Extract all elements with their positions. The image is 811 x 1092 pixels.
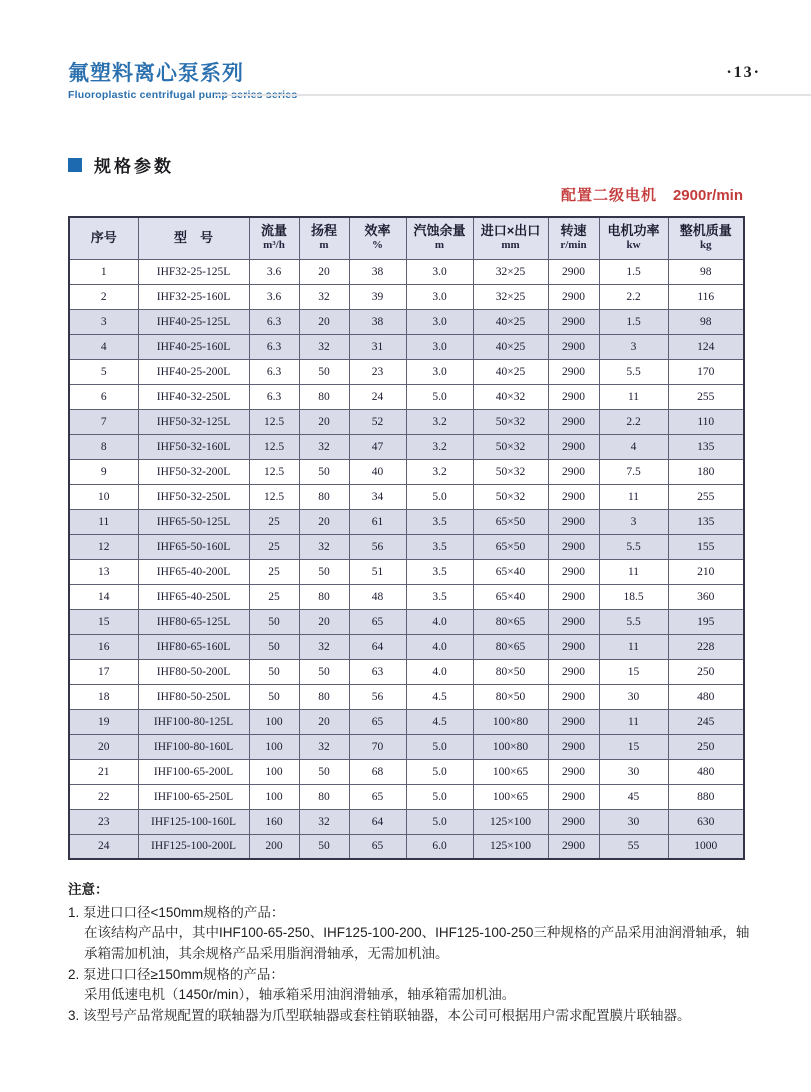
table-cell: 61 — [349, 509, 406, 534]
table-cell: IHF65-50-125L — [138, 509, 249, 534]
table-row — [69, 584, 744, 609]
table-cell: 65×50 — [473, 509, 548, 534]
table-cell: 2900 — [548, 559, 599, 584]
table-cell: 65 — [349, 834, 406, 859]
table-row — [69, 334, 744, 359]
table-cell: 5.0 — [406, 759, 473, 784]
table-cell: 68 — [349, 759, 406, 784]
table-cell: 1.5 — [599, 309, 668, 334]
table-cell: 18 — [69, 684, 138, 709]
table-cell: 3.5 — [406, 559, 473, 584]
section-title: 规格参数 — [94, 157, 174, 176]
table-cell: 480 — [668, 759, 744, 784]
table-cell: 2900 — [548, 834, 599, 859]
table-cell: 25 — [249, 584, 299, 609]
table-cell: IHF125-100-200L — [138, 834, 249, 859]
table-cell: 100 — [249, 759, 299, 784]
table-cell: 32 — [299, 284, 349, 309]
table-cell: 13 — [69, 559, 138, 584]
column-header: 电机功率 kw — [599, 217, 668, 259]
column-header: 型 号 — [138, 217, 249, 259]
table-cell: 11 — [599, 634, 668, 659]
notes-section — [68, 878, 758, 1027]
table-cell: 15 — [69, 609, 138, 634]
table-cell: 80×65 — [473, 634, 548, 659]
table-cell: 11 — [599, 709, 668, 734]
table-cell: 2900 — [548, 759, 599, 784]
table-cell: 2900 — [548, 484, 599, 509]
table-cell: 48 — [349, 584, 406, 609]
table-cell: 30 — [599, 759, 668, 784]
table-cell: 14 — [69, 584, 138, 609]
table-cell: 630 — [668, 809, 744, 834]
table-cell: 5.5 — [599, 359, 668, 384]
table-cell: 6.0 — [406, 834, 473, 859]
table-cell: 32 — [299, 534, 349, 559]
table-cell: 2900 — [548, 634, 599, 659]
table-cell: 32 — [299, 434, 349, 459]
table-cell: 20 — [299, 409, 349, 434]
table-cell: 55 — [599, 834, 668, 859]
table-cell: 11 — [599, 484, 668, 509]
table-cell: 5.5 — [599, 534, 668, 559]
table-cell: 50×32 — [473, 484, 548, 509]
table-cell: 24 — [69, 834, 138, 859]
table-cell: 11 — [599, 384, 668, 409]
table-cell: 2900 — [548, 509, 599, 534]
table-cell: 1.5 — [599, 259, 668, 284]
table-cell: 7 — [69, 409, 138, 434]
table-cell: 4 — [599, 434, 668, 459]
table-cell: 80 — [299, 384, 349, 409]
table-cell: 3.0 — [406, 284, 473, 309]
table-cell: 2.2 — [599, 284, 668, 309]
page-title: 氟塑料离心泵系列 — [68, 62, 244, 85]
table-row — [69, 309, 744, 334]
motor-config-note — [68, 184, 743, 205]
table-cell: 20 — [299, 609, 349, 634]
table-cell: 3.0 — [406, 309, 473, 334]
table-cell: 20 — [299, 309, 349, 334]
table-row — [69, 684, 744, 709]
table-cell: 125×100 — [473, 809, 548, 834]
table-row — [69, 534, 744, 559]
table-cell: 4.0 — [406, 609, 473, 634]
table-cell: 100×80 — [473, 734, 548, 759]
table-cell: 16 — [69, 634, 138, 659]
table-cell: 2900 — [548, 284, 599, 309]
table-cell: 5.0 — [406, 484, 473, 509]
table-cell: 20 — [299, 259, 349, 284]
table-cell: 6.3 — [249, 309, 299, 334]
table-cell: 65×50 — [473, 534, 548, 559]
table-cell: 47 — [349, 434, 406, 459]
note-item — [68, 903, 758, 964]
table-cell: 25 — [249, 534, 299, 559]
table-row — [69, 809, 744, 834]
table-cell: 31 — [349, 334, 406, 359]
table-cell: 65 — [349, 609, 406, 634]
table-cell: 5.0 — [406, 809, 473, 834]
table-cell: 80×50 — [473, 659, 548, 684]
table-cell: 40×25 — [473, 334, 548, 359]
table-cell: 2900 — [548, 784, 599, 809]
table-cell: 32 — [299, 734, 349, 759]
table-cell: 100×65 — [473, 759, 548, 784]
table-cell: 50 — [249, 684, 299, 709]
table-cell: 4.0 — [406, 634, 473, 659]
table-cell: 160 — [249, 809, 299, 834]
table-cell: 50 — [299, 659, 349, 684]
table-row — [69, 434, 744, 459]
table-row — [69, 259, 744, 284]
table-cell: 50×32 — [473, 409, 548, 434]
table-cell: 2900 — [548, 809, 599, 834]
table-cell: 2900 — [548, 684, 599, 709]
table-cell: 50×32 — [473, 434, 548, 459]
table-cell: 2 — [69, 284, 138, 309]
table-row — [69, 409, 744, 434]
table-cell: 2900 — [548, 309, 599, 334]
table-cell: 12.5 — [249, 409, 299, 434]
page-number: ·13· — [726, 64, 761, 81]
column-header: 整机质量 kg — [668, 217, 744, 259]
table-cell: IHF100-65-200L — [138, 759, 249, 784]
table-cell: 9 — [69, 459, 138, 484]
column-header: 效率 % — [349, 217, 406, 259]
notes-label: 注意： — [68, 882, 109, 897]
table-cell: 70 — [349, 734, 406, 759]
table-cell: 116 — [668, 284, 744, 309]
table-row — [69, 509, 744, 534]
table-cell: 1000 — [668, 834, 744, 859]
table-cell: 21 — [69, 759, 138, 784]
table-cell: 3 — [599, 334, 668, 359]
table-cell: IHF40-25-200L — [138, 359, 249, 384]
table-cell: 17 — [69, 659, 138, 684]
doc-header — [68, 62, 761, 114]
motor-speed-value: 2900r/min — [672, 187, 743, 204]
table-cell: 50 — [299, 359, 349, 384]
table-row — [69, 784, 744, 809]
table-cell: 65 — [349, 709, 406, 734]
table-cell: 1 — [69, 259, 138, 284]
motor-config-label: 配置二级电机 — [560, 187, 657, 204]
table-cell: 2900 — [548, 584, 599, 609]
table-cell: 100 — [249, 784, 299, 809]
table-cell: 245 — [668, 709, 744, 734]
table-cell: 2900 — [548, 334, 599, 359]
table-cell: IHF40-25-125L — [138, 309, 249, 334]
table-cell: 23 — [69, 809, 138, 834]
table-cell: 50 — [249, 634, 299, 659]
table-cell: 2900 — [548, 609, 599, 634]
table-cell: IHF100-80-125L — [138, 709, 249, 734]
table-cell: 39 — [349, 284, 406, 309]
table-cell: 180 — [668, 459, 744, 484]
table-cell: 2900 — [548, 734, 599, 759]
table-cell: 40×32 — [473, 384, 548, 409]
table-cell: IHF32-25-125L — [138, 259, 249, 284]
header-rule — [216, 94, 811, 96]
table-cell: 25 — [249, 509, 299, 534]
column-header: 扬程 m — [299, 217, 349, 259]
note-body: 采用低速电机（1450r/min），轴承箱采用油润滑轴承，轴承箱需加机油。 — [84, 987, 516, 1002]
table-cell: 2900 — [548, 534, 599, 559]
table-cell: 32×25 — [473, 259, 548, 284]
table-cell: 63 — [349, 659, 406, 684]
table-row — [69, 559, 744, 584]
table-cell: 3.5 — [406, 509, 473, 534]
table-cell: 6 — [69, 384, 138, 409]
table-row — [69, 609, 744, 634]
table-cell: 51 — [349, 559, 406, 584]
table-cell: 100 — [249, 709, 299, 734]
table-cell: IHF40-32-250L — [138, 384, 249, 409]
section-heading — [68, 152, 743, 177]
table-cell: 2.2 — [599, 409, 668, 434]
table-row — [69, 709, 744, 734]
table-cell: 4.5 — [406, 709, 473, 734]
note-item — [68, 1006, 758, 1026]
table-cell: 100 — [249, 734, 299, 759]
table-cell: 360 — [668, 584, 744, 609]
table-cell: 170 — [668, 359, 744, 384]
table-cell: 2900 — [548, 359, 599, 384]
table-cell: 2900 — [548, 659, 599, 684]
table-cell: 40 — [349, 459, 406, 484]
table-cell: IHF65-40-200L — [138, 559, 249, 584]
table-cell: 3.2 — [406, 459, 473, 484]
table-cell: 32 — [299, 334, 349, 359]
table-cell: 3.0 — [406, 334, 473, 359]
table-cell: 4 — [69, 334, 138, 359]
table-cell: 20 — [299, 709, 349, 734]
column-header: 转速 r/min — [548, 217, 599, 259]
table-cell: 100×80 — [473, 709, 548, 734]
table-cell: IHF50-32-250L — [138, 484, 249, 509]
table-cell: 80×50 — [473, 684, 548, 709]
table-cell: 50 — [249, 659, 299, 684]
table-cell: 3.0 — [406, 259, 473, 284]
table-cell: 98 — [668, 309, 744, 334]
table-cell: 30 — [599, 809, 668, 834]
table-cell: 210 — [668, 559, 744, 584]
table-cell: 50 — [299, 559, 349, 584]
table-cell: 80×65 — [473, 609, 548, 634]
table-cell: 255 — [668, 484, 744, 509]
table-cell: 20 — [69, 734, 138, 759]
table-cell: 11 — [69, 509, 138, 534]
table-cell: 3.2 — [406, 434, 473, 459]
table-cell: 50 — [299, 834, 349, 859]
table-cell: IHF40-25-160L — [138, 334, 249, 359]
table-cell: 50 — [249, 609, 299, 634]
table-row — [69, 759, 744, 784]
page-subtitle: Fluoroplastic centrifugal pump series series — [68, 89, 298, 102]
table-row — [69, 384, 744, 409]
spec-table — [68, 216, 745, 860]
table-row — [69, 659, 744, 684]
table-cell: 6.3 — [249, 334, 299, 359]
table-cell: 56 — [349, 534, 406, 559]
column-header: 流量 m³/h — [249, 217, 299, 259]
table-cell: 8 — [69, 434, 138, 459]
table-cell: 80 — [299, 784, 349, 809]
table-row — [69, 484, 744, 509]
table-cell: 2900 — [548, 459, 599, 484]
table-cell: 3.0 — [406, 359, 473, 384]
table-cell: IHF65-40-250L — [138, 584, 249, 609]
table-cell: IHF80-65-160L — [138, 634, 249, 659]
table-cell: 3.6 — [249, 259, 299, 284]
table-cell: 12.5 — [249, 484, 299, 509]
table-cell: 5 — [69, 359, 138, 384]
table-cell: 15 — [599, 734, 668, 759]
table-cell: 135 — [668, 509, 744, 534]
table-cell: 125×100 — [473, 834, 548, 859]
table-cell: IHF32-25-160L — [138, 284, 249, 309]
column-header: 进口×出口 mm — [473, 217, 548, 259]
table-cell: 12.5 — [249, 459, 299, 484]
table-cell: 56 — [349, 684, 406, 709]
note-head: 1. 泵进口口径<150mm规格的产品： — [68, 905, 285, 920]
table-cell: 24 — [349, 384, 406, 409]
table-cell: 6.3 — [249, 384, 299, 409]
column-header: 汽蚀余量 m — [406, 217, 473, 259]
table-cell: 250 — [668, 734, 744, 759]
table-cell: 38 — [349, 259, 406, 284]
table-cell: 2900 — [548, 409, 599, 434]
section-bullet-icon — [68, 158, 82, 172]
spec-table-header-row — [69, 217, 744, 259]
table-cell: 3 — [599, 509, 668, 534]
table-cell: 135 — [668, 434, 744, 459]
table-row — [69, 734, 744, 759]
table-cell: 3.5 — [406, 584, 473, 609]
column-header: 序号 — [69, 217, 138, 259]
table-cell: 480 — [668, 684, 744, 709]
table-cell: 80 — [299, 684, 349, 709]
table-cell: 2900 — [548, 259, 599, 284]
table-cell: 12.5 — [249, 434, 299, 459]
table-cell: IHF50-32-200L — [138, 459, 249, 484]
table-cell: 124 — [668, 334, 744, 359]
table-cell: 20 — [299, 509, 349, 534]
table-cell: 65 — [349, 784, 406, 809]
table-cell: IHF80-50-200L — [138, 659, 249, 684]
table-cell: 2900 — [548, 709, 599, 734]
table-cell: 32 — [299, 634, 349, 659]
table-cell: IHF125-100-160L — [138, 809, 249, 834]
table-cell: 22 — [69, 784, 138, 809]
table-cell: 100×65 — [473, 784, 548, 809]
table-cell: IHF65-50-160L — [138, 534, 249, 559]
table-cell: 40×25 — [473, 309, 548, 334]
table-cell: 255 — [668, 384, 744, 409]
table-cell: 50×32 — [473, 459, 548, 484]
table-row — [69, 359, 744, 384]
table-cell: 155 — [668, 534, 744, 559]
table-cell: 80 — [299, 584, 349, 609]
table-cell: 3.6 — [249, 284, 299, 309]
table-cell: 7.5 — [599, 459, 668, 484]
table-cell: 64 — [349, 634, 406, 659]
note-item — [68, 965, 758, 1006]
table-cell: 5.5 — [599, 609, 668, 634]
table-cell: 15 — [599, 659, 668, 684]
note-body: 在该结构产品中，其中IHF100-65-250、IHF125-100-200、IHF125-100-250三种规格的产品采用油润滑轴承，轴承箱需加机油，其余规格产品采用脂润滑轴承，无需加机油。 — [84, 925, 750, 961]
table-cell: 195 — [668, 609, 744, 634]
table-cell: 40×25 — [473, 359, 548, 384]
table-cell: IHF100-80-160L — [138, 734, 249, 759]
table-cell: 65×40 — [473, 584, 548, 609]
table-cell: 5.0 — [406, 384, 473, 409]
table-cell: 3 — [69, 309, 138, 334]
table-cell: 880 — [668, 784, 744, 809]
table-cell: 228 — [668, 634, 744, 659]
table-cell: 2900 — [548, 434, 599, 459]
table-cell: 18.5 — [599, 584, 668, 609]
table-cell: 32×25 — [473, 284, 548, 309]
table-cell: 19 — [69, 709, 138, 734]
table-cell: 32 — [299, 809, 349, 834]
table-cell: 52 — [349, 409, 406, 434]
table-cell: 50 — [299, 759, 349, 784]
table-cell: 12 — [69, 534, 138, 559]
table-cell: IHF80-65-125L — [138, 609, 249, 634]
table-cell: 65×40 — [473, 559, 548, 584]
table-cell: 98 — [668, 259, 744, 284]
table-cell: 200 — [249, 834, 299, 859]
table-cell: IHF80-50-250L — [138, 684, 249, 709]
table-cell: 25 — [249, 559, 299, 584]
table-cell: 30 — [599, 684, 668, 709]
spec-table-body — [69, 259, 744, 859]
table-row — [69, 634, 744, 659]
note-head: 3. 该型号产品常规配置的联轴器为爪型联轴器或套柱销联轴器，本公司可根据用户需求配置膜片联轴器。 — [68, 1008, 691, 1024]
table-cell: 80 — [299, 484, 349, 509]
note-head: 2. 泵进口口径≥150mm规格的产品： — [68, 966, 284, 982]
table-cell: 10 — [69, 484, 138, 509]
table-cell: 45 — [599, 784, 668, 809]
table-cell: 2900 — [548, 384, 599, 409]
table-cell: 50 — [299, 459, 349, 484]
table-cell: 38 — [349, 309, 406, 334]
table-cell: IHF100-65-250L — [138, 784, 249, 809]
table-cell: 4.0 — [406, 659, 473, 684]
notes-list — [68, 903, 758, 1027]
table-cell: 110 — [668, 409, 744, 434]
table-cell: 64 — [349, 809, 406, 834]
table-cell: 6.3 — [249, 359, 299, 384]
table-cell: 4.5 — [406, 684, 473, 709]
table-cell: 23 — [349, 359, 406, 384]
table-cell: 34 — [349, 484, 406, 509]
table-cell: 5.0 — [406, 784, 473, 809]
table-cell: 5.0 — [406, 734, 473, 759]
table-cell: IHF50-32-160L — [138, 434, 249, 459]
table-cell: 250 — [668, 659, 744, 684]
table-cell: IHF50-32-125L — [138, 409, 249, 434]
table-cell: 11 — [599, 559, 668, 584]
table-row — [69, 834, 744, 859]
table-row — [69, 284, 744, 309]
table-cell: 3.5 — [406, 534, 473, 559]
table-row — [69, 459, 744, 484]
table-cell: 3.2 — [406, 409, 473, 434]
